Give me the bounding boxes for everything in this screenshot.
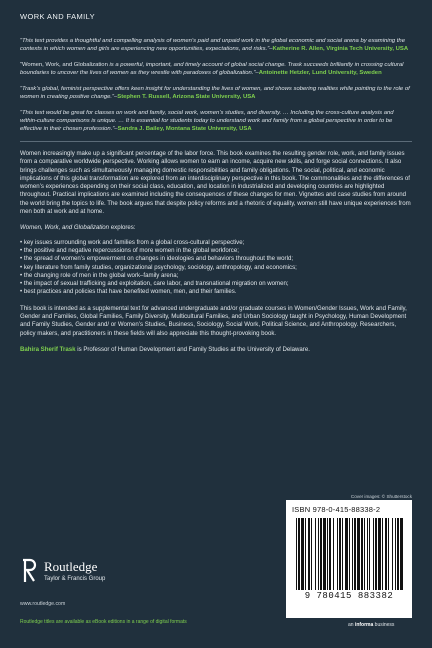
quote-attribution: Sandra J. Bailey, Montana State University, USA xyxy=(117,126,252,132)
publisher-group: Taylor & Francis Group xyxy=(44,576,106,582)
informa-brand: informa xyxy=(354,622,374,628)
explores-rest: explores: xyxy=(109,224,136,232)
list-item: • key issues surrounding work and families from a global cross-cultural perspective; xyxy=(20,239,412,247)
author-bio xyxy=(20,346,412,354)
description-paragraph: Women increasingly make up a significant percentage of the labor force. This book examines the resulting gender role, work, and family issues from a comparative worldwide perspective. Working allows women to earn an income, acquire new skills, and forge social connections. It also brings challenges such as simultaneously managing domestic responsibilities and family obligations. The social, political, and economic implications of this global transformation are explored from an interdisciplinary perspective in this book. The commonalities and the differences of women’s experiences depending on their social class, education, and location in industrialized and developing countries are highlighted throughout. Practical implications are examined including the consequences of these changes for men. Vignettes and case studies from around the world bring the topics to life. The book argues that despite policy reforms and a rhetoric of equality, women still have unique experiences from men both at work and at home. xyxy=(20,150,411,216)
informa-prefix: an xyxy=(348,622,355,628)
ebook-note: Routledge titles are available as eBook editions in a range of digital formats xyxy=(20,619,187,625)
quote-book-title: “Women, Work, and Globalization xyxy=(20,62,108,68)
routledge-logo-icon xyxy=(20,557,38,587)
quote-attribution: Antoinette Hetzler, Lund University, Sweden xyxy=(258,70,382,76)
publisher-website: www.routledge.com xyxy=(20,601,66,607)
audience-paragraph: This book is intended as a supplemental text for advanced undergraduate and/or graduate courses in Women/Gender Issues, Work and Family, Gender and Families, Global Families, Family Diversity, Multicultural Families, and Urban Sociology taught in Psychology, Human Development and Family Studies, Gender and/ or Women’s Studies, Business, Sociology, Social Work, Political Science, and Anthropology. Researchers, policy makers, and practitioners in these fields will also appreciate this thought-provoking book. xyxy=(20,304,407,337)
endorsement-quote xyxy=(20,61,412,77)
endorsement-quote xyxy=(20,85,412,101)
isbn-barcode xyxy=(286,500,412,618)
publisher-logo xyxy=(20,557,140,597)
cover-credit: Cover images: © Shutterstock xyxy=(350,494,412,499)
quote-text: is a powerful, important, and timely account of global social change. Trask succeeds brilliantly in crossing cultural boundaries to uncover the lives of women as they wrestle with paradoxes of globalization.”– xyxy=(20,62,404,76)
endorsement-quote xyxy=(20,109,412,133)
explores-heading xyxy=(20,224,412,232)
quote-text: “Trask’s global, feminist perspective offers keen insight for understanding the lives of women, and shows sobering realities while pointing to the role of women in creating positive change.”– xyxy=(20,86,410,100)
list-item: • the impact of sexual trafficking and exploitation, care labor, and transnational migration on women; xyxy=(20,280,412,288)
author-name: Bahira Sherif Trask xyxy=(20,345,76,353)
publisher-name: Routledge xyxy=(44,559,98,574)
isbn-label: ISBN 978-0-415-88338-2 xyxy=(292,505,381,514)
list-item: • best practices and policies that have benefited women, men, and their families. xyxy=(20,288,412,296)
quote-text: “This text would be great for classes on work and family, social work, women’s studies, and diversity. … Including the cross-culture analysis and within-culture comparisons is unique. … It is essential for students today to understand work and family from a global perspective in order to be effective in their chosen profession.”– xyxy=(20,110,394,132)
divider xyxy=(20,141,412,142)
explores-book-title: Women, Work, and Globalization xyxy=(20,224,110,232)
isbn-digits: 9 780415 883382 xyxy=(304,591,394,601)
list-item: • the changing role of men in the global work–family arena; xyxy=(20,272,412,280)
topics-list xyxy=(20,239,412,297)
quote-attribution: Katherine R. Allen, Virginia Tech University, USA xyxy=(272,46,409,52)
list-item: • the spread of women’s empowerment on changes in ideologies and behaviors throughout the world; xyxy=(20,255,412,263)
quote-text: “This text provides a thoughtful and compelling analysis of women’s paid and unpaid work in the global economic and social arena by examining the contexts in which women and girls are experiencing new opportunities, expectations, and risks.”– xyxy=(20,38,405,52)
quote-attribution: Stephen T. Russell, Arizona State University, USA xyxy=(117,94,256,100)
informa-suffix: business xyxy=(373,622,395,628)
informa-tag xyxy=(348,622,394,628)
list-item: • key literature from family studies, organizational psychology, sociology, anthropology, and economics; xyxy=(20,264,412,272)
endorsement-quote xyxy=(20,37,412,53)
barcode-icon xyxy=(292,518,406,590)
series-title: WORK AND FAMILY xyxy=(20,12,96,21)
author-bio-text: is Professor of Human Development and Family Studies at the University of Delaware. xyxy=(75,345,310,353)
back-cover xyxy=(20,12,412,360)
list-item: • the positive and negative repercussions of more women in the global workforce; xyxy=(20,247,412,255)
